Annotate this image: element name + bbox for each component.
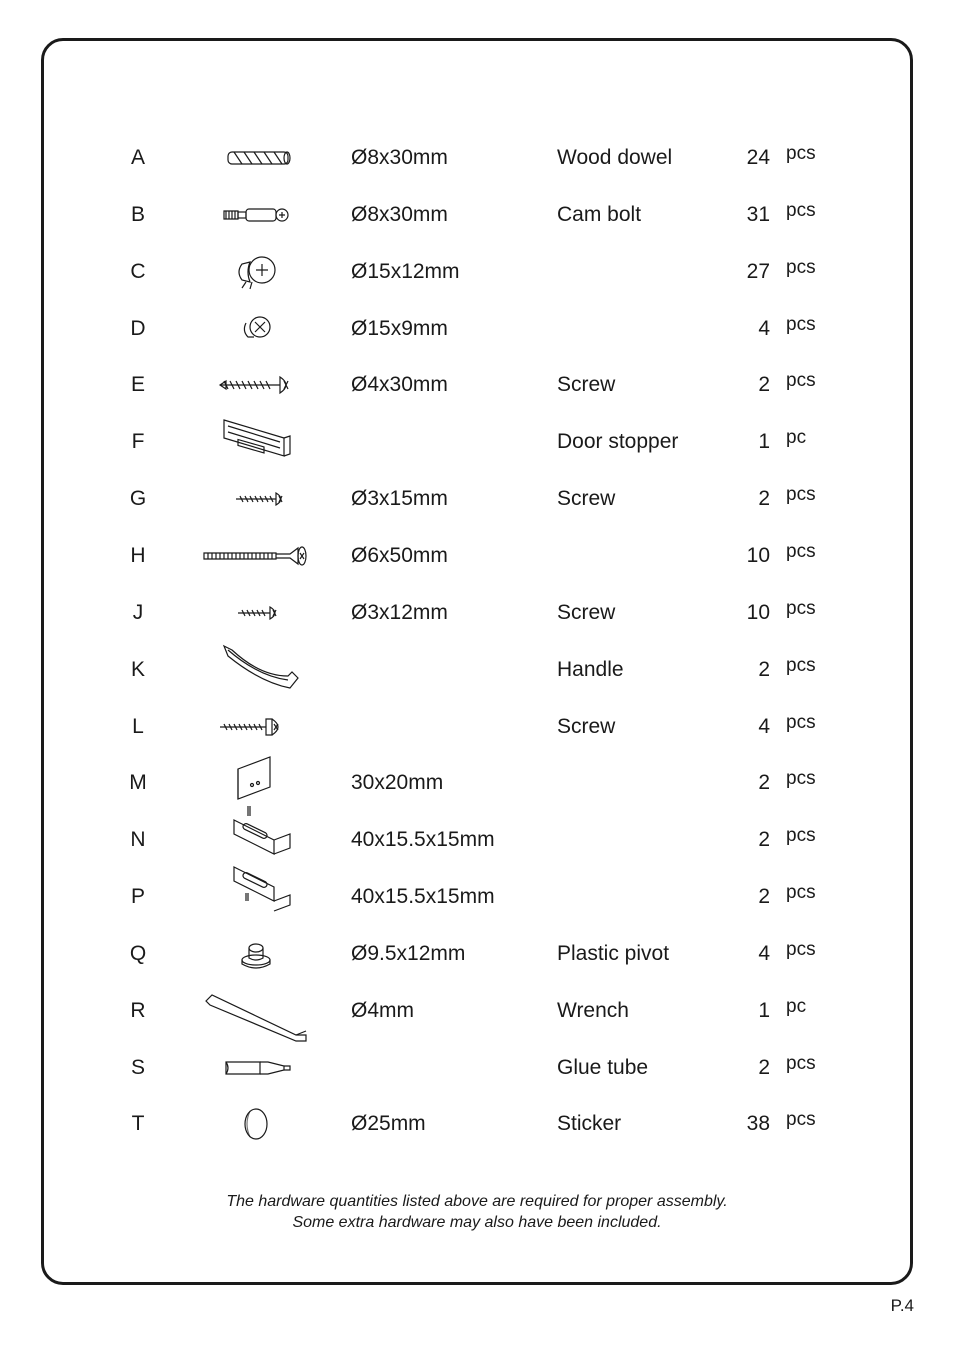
part-quantity: 38: [746, 1112, 770, 1136]
part-unit: pcs: [786, 938, 816, 960]
part-row: [0, 938, 954, 982]
part-name: Wood dowel: [557, 146, 673, 169]
part-row: [0, 597, 954, 641]
part-size: Ø4x30mm: [351, 373, 448, 397]
part-quantity: 1: [758, 998, 770, 1022]
part-quantity: 2: [758, 487, 770, 511]
short-screw-icon: [198, 583, 318, 643]
wood-dowel-icon: [198, 128, 318, 188]
part-letter: K: [130, 657, 145, 681]
part-name: Screw: [557, 373, 616, 397]
part-name: Screw: [557, 487, 616, 511]
cam-bolt-icon: [198, 185, 318, 245]
part-unit: pcs: [786, 199, 816, 221]
part-row: [0, 370, 954, 413]
part-quantity: 1: [758, 430, 770, 454]
part-letter: G: [129, 487, 147, 511]
part-letter: Q: [129, 941, 147, 965]
part-quantity: 24: [746, 146, 770, 169]
part-size: 40x15.5x15mm: [351, 828, 495, 852]
part-letter: H: [130, 543, 146, 567]
part-size: Ø4mm: [351, 998, 414, 1022]
part-letter: C: [130, 259, 146, 283]
part-unit: pcs: [786, 825, 816, 847]
part-unit: pcs: [786, 256, 816, 278]
part-letter: A: [130, 146, 145, 169]
note-line-1: The hardware quantities listed above are required for proper assembly.: [226, 1193, 728, 1210]
part-name: Door stopper: [557, 430, 679, 454]
part-letter: N: [130, 828, 146, 852]
part-row: [0, 654, 954, 698]
part-name: Sticker: [557, 1112, 622, 1136]
part-row: [0, 1052, 954, 1096]
part-row: [0, 256, 954, 300]
part-unit: pcs: [786, 143, 816, 164]
part-row: [0, 825, 954, 868]
plate-icon: [198, 753, 318, 813]
part-unit: pc: [786, 427, 807, 449]
part-letter: D: [130, 316, 146, 340]
screw-icon: [198, 355, 318, 415]
part-name: Plastic pivot: [557, 941, 670, 965]
part-row: [0, 143, 954, 186]
part-row: [0, 995, 954, 1039]
small-cam-lock-icon: [198, 299, 318, 359]
part-quantity: 4: [758, 714, 770, 738]
handle-icon: [198, 640, 318, 700]
part-size: Ø15x12mm: [351, 259, 460, 283]
part-letter: J: [132, 600, 144, 624]
part-name: Glue tube: [557, 1055, 649, 1079]
part-size: Ø25mm: [351, 1112, 426, 1136]
part-row: [0, 768, 954, 811]
part-unit: pcs: [786, 484, 816, 506]
part-row: [0, 540, 954, 584]
part-row: [0, 199, 954, 243]
part-letter: E: [130, 373, 145, 397]
part-size: Ø8x30mm: [351, 202, 448, 226]
part-letter: B: [130, 202, 145, 226]
part-quantity: 4: [758, 941, 770, 965]
part-unit: pcs: [786, 1052, 816, 1074]
part-quantity: 10: [746, 600, 770, 624]
long-screw-icon: [198, 526, 318, 586]
part-row: [0, 484, 954, 527]
part-row: [0, 882, 954, 925]
part-letter: P: [130, 885, 145, 909]
part-unit: pcs: [786, 313, 816, 335]
part-quantity: 2: [758, 885, 770, 909]
part-quantity: 2: [758, 657, 770, 681]
cam-lock-icon: [198, 242, 318, 302]
part-row: [0, 313, 954, 357]
part-size: Ø3x12mm: [351, 600, 448, 624]
part-name: Handle: [557, 657, 624, 681]
part-unit: pcs: [786, 370, 816, 392]
part-quantity: 2: [758, 771, 770, 795]
part-quantity: 2: [758, 1055, 770, 1079]
part-quantity: 4: [758, 316, 770, 340]
part-quantity: 2: [758, 373, 770, 397]
part-unit: pcs: [786, 540, 816, 562]
plastic-pivot-icon: [198, 924, 318, 984]
glue-tube-icon: [198, 1038, 318, 1098]
part-letter: M: [129, 771, 147, 795]
part-letter: F: [131, 430, 145, 454]
small-screw-icon: [198, 469, 318, 529]
part-size: Ø3x15mm: [351, 487, 448, 511]
page-number: P.4: [890, 1296, 914, 1315]
part-unit: pcs: [786, 597, 816, 619]
part-row: [0, 427, 954, 470]
part-name: Cam bolt: [557, 202, 642, 226]
part-quantity: 10: [746, 543, 770, 567]
pan-screw-icon: [198, 697, 318, 757]
part-size: Ø8x30mm: [351, 146, 448, 169]
part-unit: pcs: [786, 882, 816, 904]
part-name: Screw: [557, 714, 616, 738]
part-row: [0, 1109, 954, 1152]
part-unit: pcs: [786, 768, 816, 790]
part-size: 40x15.5x15mm: [351, 885, 495, 909]
part-quantity: 2: [758, 828, 770, 852]
part-size: 30x20mm: [351, 771, 444, 795]
part-unit: pc: [786, 995, 807, 1017]
part-letter: S: [130, 1055, 145, 1079]
part-row: [0, 711, 954, 755]
door-stopper-icon: [198, 412, 318, 472]
part-size: Ø6x50mm: [351, 543, 448, 567]
part-letter: T: [131, 1112, 145, 1136]
bracket-icon: [198, 810, 318, 870]
part-name: Screw: [557, 600, 616, 624]
part-letter: R: [130, 998, 146, 1022]
note-line-2: Some extra hardware may also have been included.: [292, 1214, 662, 1231]
part-unit: pcs: [786, 654, 816, 676]
part-unit: pcs: [786, 1109, 816, 1131]
part-size: Ø15x9mm: [351, 316, 448, 340]
part-name: Wrench: [557, 998, 629, 1022]
part-quantity: 31: [746, 202, 770, 226]
bracket-alt-icon: [198, 867, 318, 927]
sticker-icon: [198, 1094, 318, 1154]
allen-wrench-icon: [198, 981, 318, 1041]
part-size: Ø9.5x12mm: [351, 941, 466, 965]
part-quantity: 27: [746, 259, 770, 283]
part-unit: pcs: [786, 711, 816, 733]
part-letter: L: [132, 714, 144, 738]
